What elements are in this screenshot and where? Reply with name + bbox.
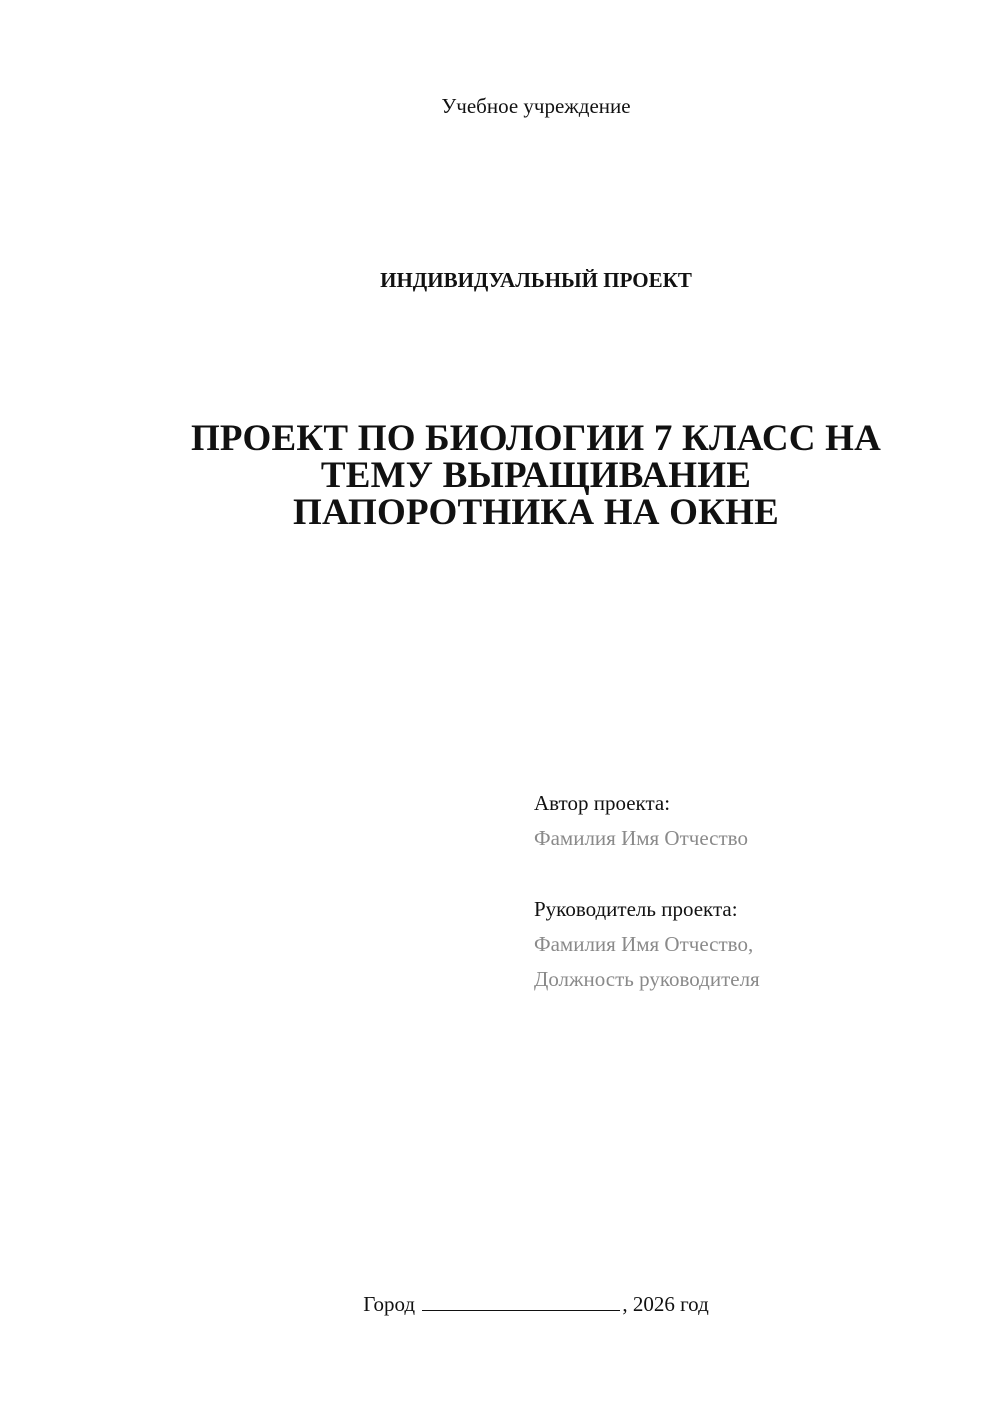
author-block xyxy=(534,786,974,856)
project-title-line: ТЕМУ ВЫРАЩИВАНИЕ xyxy=(320,455,752,496)
city-label: Город xyxy=(363,1292,416,1316)
city-blank-line xyxy=(422,1290,620,1311)
project-title-line: ПАПОРОТНИКА НА ОКНЕ xyxy=(293,492,779,533)
project-title-line: ПРОЕКТ ПО БИОЛОГИИ 7 КЛАСС НА xyxy=(190,418,882,459)
city-year-line xyxy=(0,1290,1000,1318)
supervisor-name: Фамилия Имя Отчество, xyxy=(534,932,754,956)
project-title xyxy=(150,420,922,531)
document-type-heading: ИНДИВИДУАЛЬНЫЙ ПРОЕКТ xyxy=(380,268,692,292)
author-label: Автор проекта: xyxy=(534,791,671,815)
author-name: Фамилия Имя Отчество xyxy=(534,826,748,850)
supervisor-block xyxy=(534,892,974,997)
supervisor-position: Должность руководителя xyxy=(534,967,760,991)
supervisor-label: Руководитель проекта: xyxy=(534,897,738,921)
institution-name: Учебное учреждение xyxy=(441,94,631,118)
year-text: , 2026 год xyxy=(622,1292,709,1316)
